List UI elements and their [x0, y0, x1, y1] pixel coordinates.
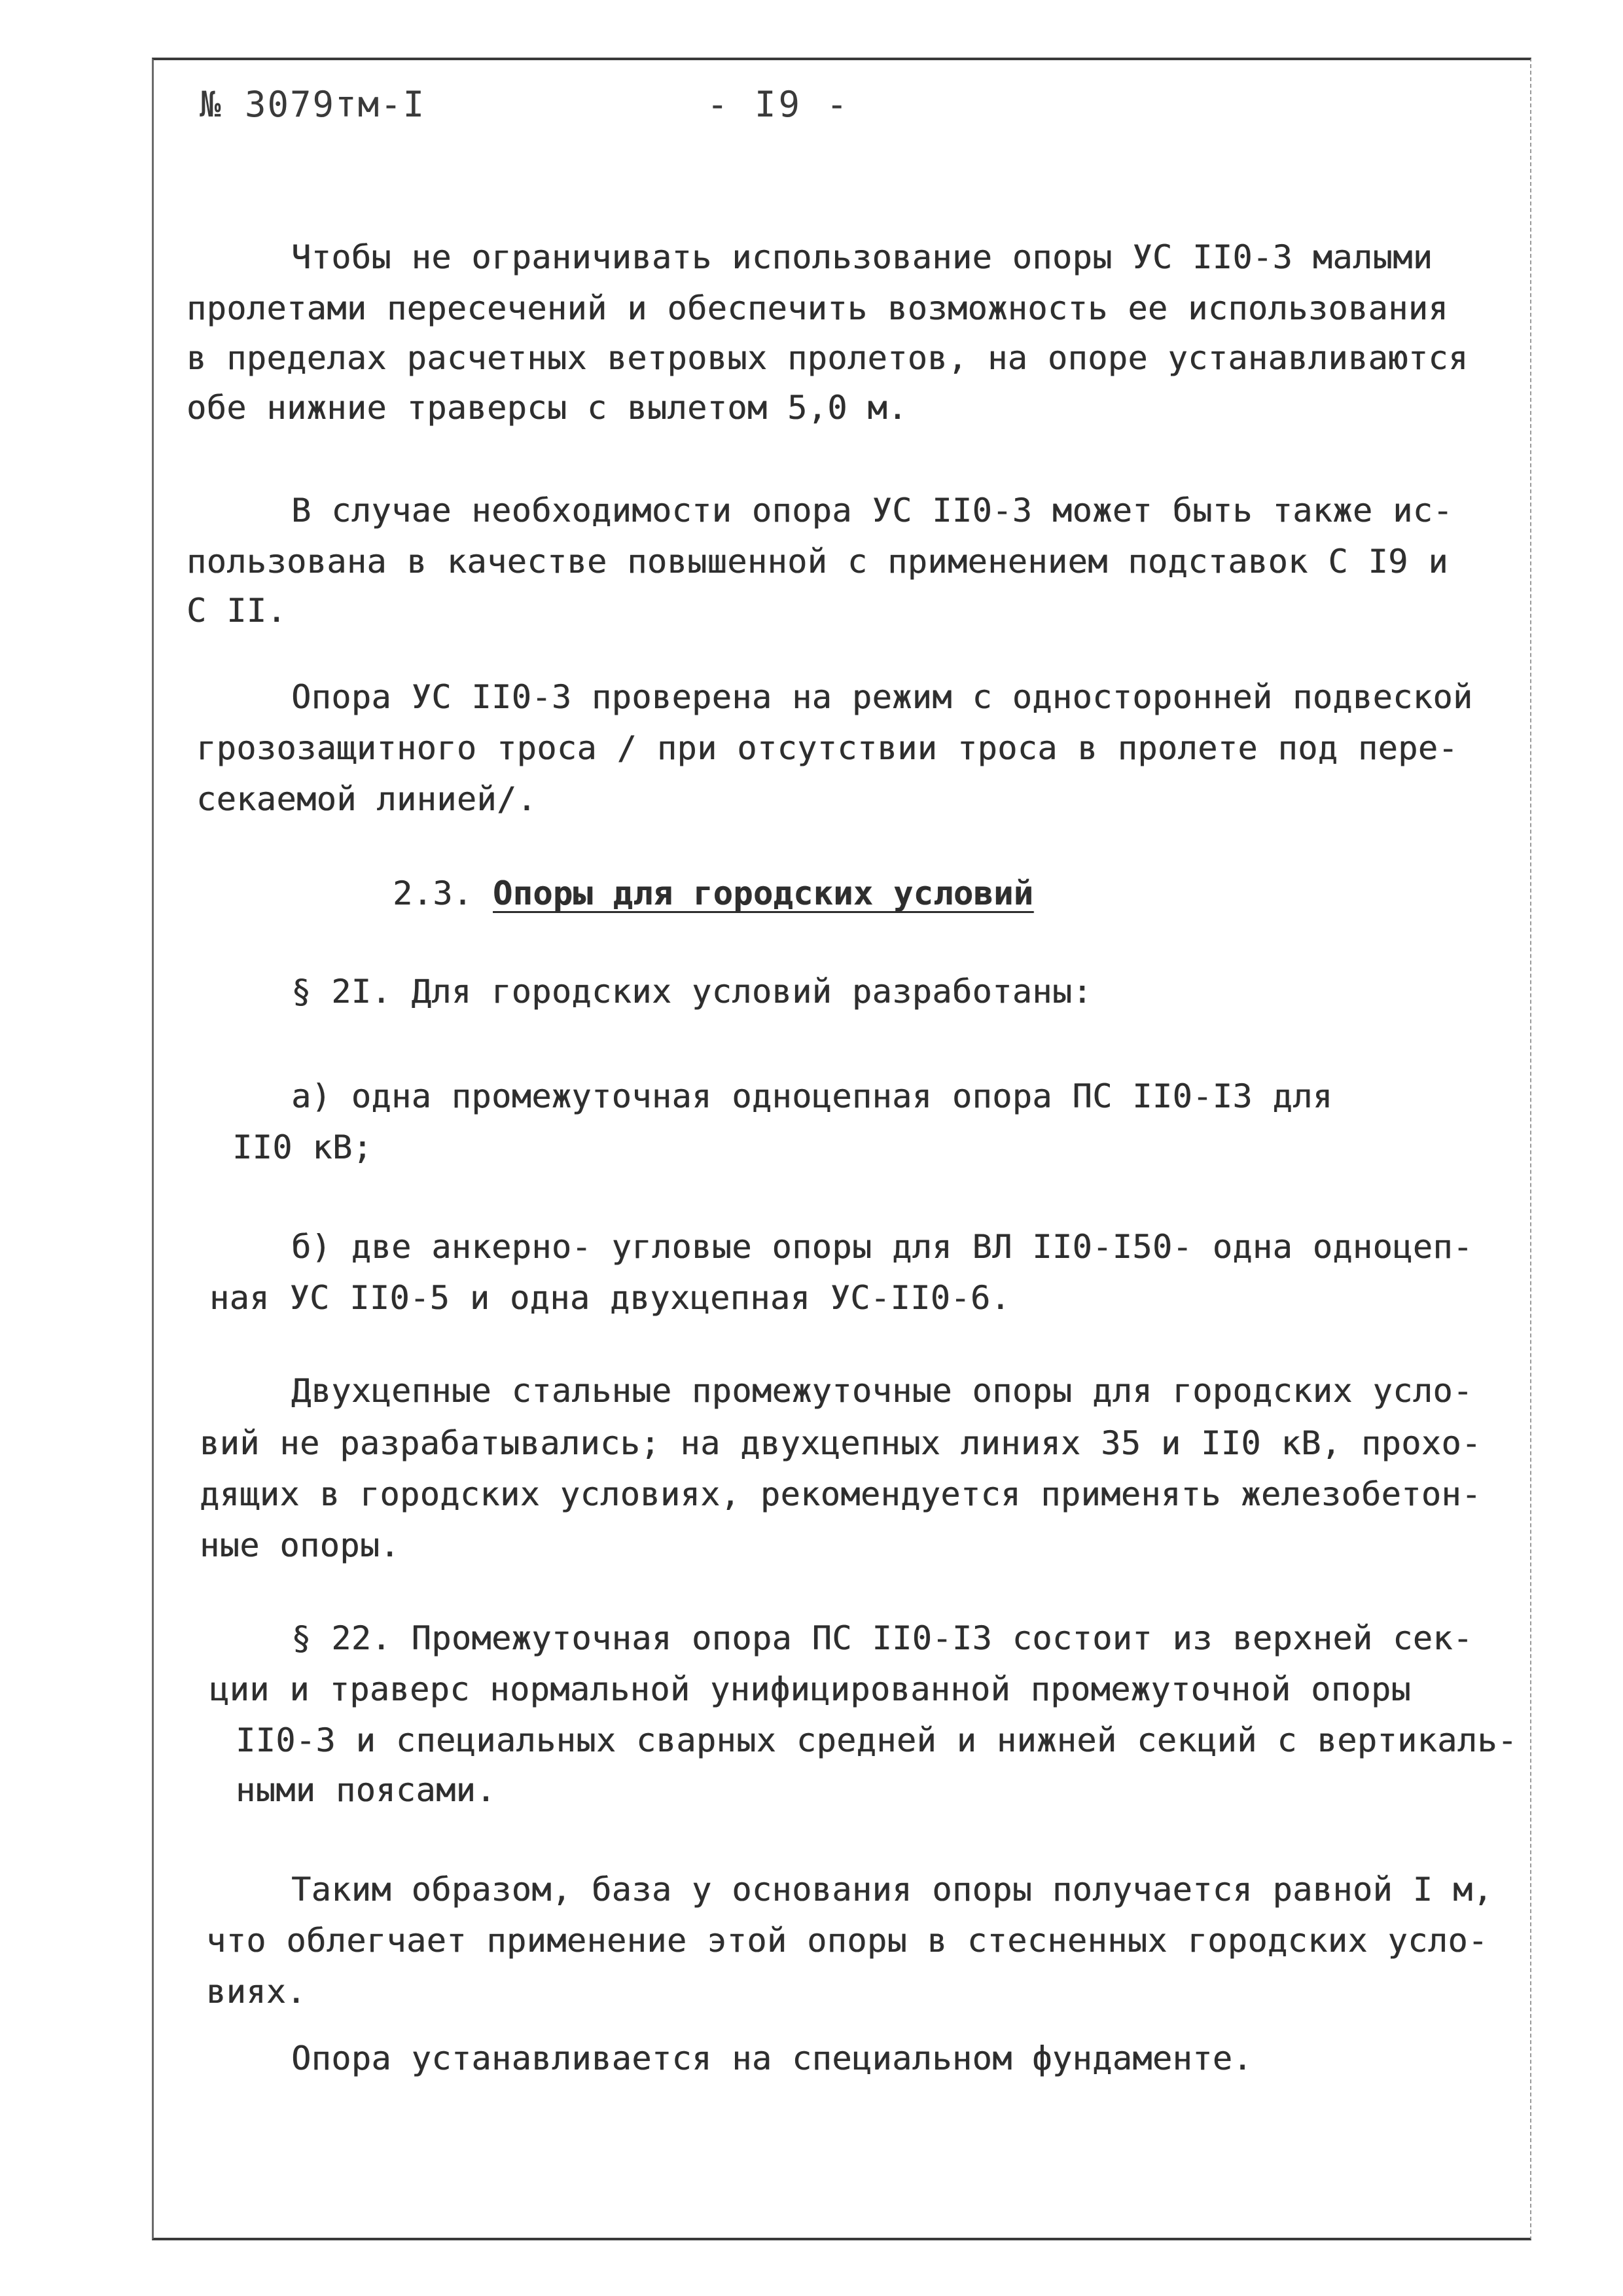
paragraph-line: С II.	[187, 592, 287, 630]
paragraph-line: секаемой линией/.	[196, 780, 537, 818]
paragraph-line: II0-3 и специальных сварных средней и нижней секций с вертикаль-	[236, 1721, 1518, 1759]
paragraph-line: пользована в качестве повышенной с применением подставок С I9 и	[187, 543, 1448, 581]
paragraph-line: Опора УС II0-3 проверена на режим с односторонней подвеской	[291, 678, 1473, 716]
paragraph-line: § 2I. Для городских условий разработаны:	[291, 973, 1093, 1011]
paragraph-line: ные опоры.	[200, 1526, 401, 1564]
document-number: № 3079тм-I	[200, 84, 426, 125]
paragraph-line: дящих в городских условиях, рекомендуется применять железобетон-	[200, 1475, 1482, 1513]
paragraph-line: виях.	[206, 1973, 307, 2011]
paragraph-line: а) одна промежуточная одноцепная опора ПС II0-I3 для	[291, 1077, 1333, 1115]
paragraph-line: Двухцепные стальные промежуточные опоры для городских усло-	[291, 1372, 1473, 1410]
paragraph-line: ции и траверс нормальной унифицированной промежуточной опоры	[209, 1670, 1412, 1708]
paragraph-line: б) две анкерно- угловые опоры для ВЛ II0-I50- одна одноцеп-	[291, 1228, 1473, 1266]
page-number: - I9 -	[707, 84, 851, 125]
paragraph-line: ная УС II0-5 и одна двухцепная УС-II0-6.	[209, 1279, 1011, 1317]
paragraph-line: ными поясами.	[236, 1771, 496, 1809]
paragraph-line: Опора устанавливается на специальном фундаменте.	[291, 2039, 1253, 2077]
section-heading	[393, 874, 1034, 912]
paragraph-line: обе нижние траверсы с вылетом 5,0 м.	[187, 389, 908, 427]
paragraph-line: II0 кВ;	[232, 1128, 373, 1166]
paragraph-line: что облегчает применение этой опоры в стесненных городских усло-	[206, 1922, 1488, 1960]
paragraph-line: § 22. Промежуточная опора ПС II0-I3 состоит из верхней сек-	[291, 1619, 1473, 1657]
paragraph-line: пролетами пересечений и обеспечить возможность ее использования	[187, 289, 1448, 327]
paragraph-line: вий не разрабатывались; на двухцепных линиях 35 и II0 кВ, прохо-	[200, 1424, 1482, 1462]
section-title: Опоры для городских условий	[493, 874, 1034, 912]
paragraph-line: грозозащитного троса / при отсутствии троса в пролете под пере-	[196, 729, 1458, 767]
paragraph-line: Чтобы не ограничивать использование опоры УС II0-3 малыми	[291, 238, 1433, 276]
paragraph-line: Таким образом, база у основания опоры получается равной I м,	[291, 1871, 1493, 1909]
paragraph-line: В случае необходимости опора УС II0-3 может быть также ис-	[291, 492, 1453, 529]
section-number: 2.3.	[393, 874, 473, 912]
paragraph-line: в пределах расчетных ветровых пролетов, на опоре устанавливаются	[187, 339, 1469, 377]
